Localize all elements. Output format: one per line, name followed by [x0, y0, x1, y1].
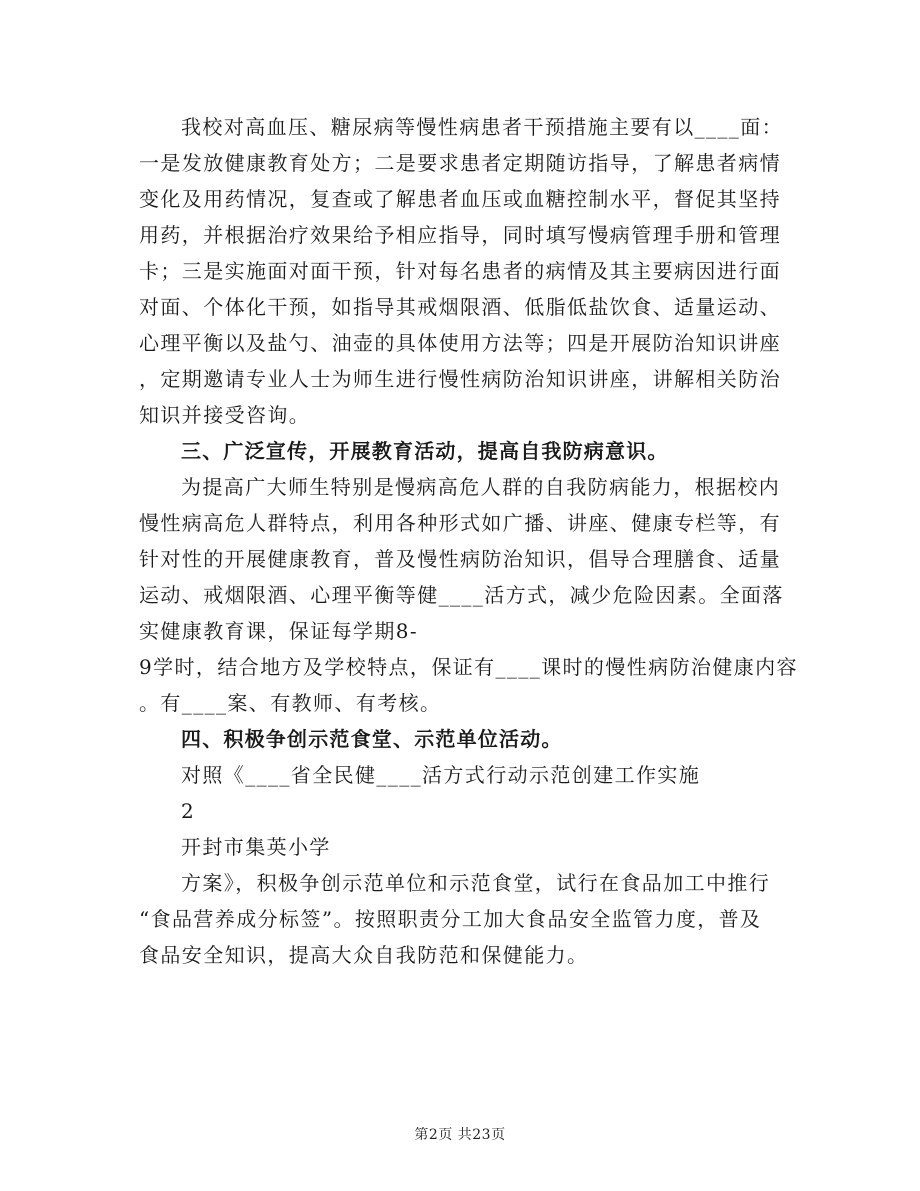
page-marker: 2 — [181, 799, 196, 823]
paragraph-line: 一是发放健康教育处方；二是要求患者定期随访指导，了解患者病情 — [139, 151, 781, 175]
paragraph-line: 针对性的开展健康教育，普及慢性病防治知识，倡导合理膳食、适量 — [139, 547, 781, 571]
page-footer: 第2页 共23页 — [414, 1127, 506, 1143]
paragraph-line: 方案》，积极争创示范单位和示范食堂，试行在食品加工中推行 — [181, 871, 771, 895]
paragraph-line: 卡；三是实施面对面干预，针对每名患者的病情及其主要病因进行面 — [139, 259, 781, 283]
paragraph-line: 为提高广大师生特别是慢病高危人群的自我防病能力，根据校内 — [181, 475, 781, 499]
paragraph-line: 知识并接受咨询。 — [139, 403, 311, 427]
paragraph-line: 变化及用药情况，复查或了解患者血压或血糖控制水平，督促其坚持 — [139, 187, 781, 211]
paragraph-line: 实健康教育课，保证每学期8- — [139, 619, 419, 643]
paragraph-line: 对面、个体化干预，如指导其戒烟限酒、低脂低盐饮食、适量运动、 — [139, 295, 781, 319]
paragraph-line: 我校对高血压、糖尿病等慢性病患者干预措施主要有以____面： — [181, 115, 783, 139]
paragraph-line: 用药，并根据治疗效果给予相应指导，同时填写慢病管理手册和管理 — [139, 223, 781, 247]
paragraph-line: “食品营养成分标签”。按照职责分工加大食品安全监管力度，普及 — [139, 907, 762, 931]
paragraph-line: 食品安全知识，提高大众自我防范和保健能力。 — [139, 943, 589, 967]
paragraph-line: 慢性病高危人群特点，利用各种形式如广播、讲座、健康专栏等，有 — [139, 511, 781, 535]
section-heading-4: 四、积极争创示范食堂、示范单位活动。 — [181, 727, 563, 751]
paragraph-line: ，定期邀请专业人士为师生进行慢性病防治知识讲座，讲解相关防治 — [139, 367, 781, 391]
school-name: 开封市集英小学 — [181, 835, 331, 859]
paragraph-line: 9学时，结合地方及学校特点，保证有____课时的慢性病防治健康内容 — [139, 655, 798, 679]
paragraph-line: 对照《____省全民健____活方式行动示范创建工作实施 — [181, 763, 701, 787]
paragraph-line: 运动、戒烟限酒、心理平衡等健____活方式，减少危险因素。全面落 — [139, 583, 784, 607]
section-heading-3: 三、广泛宣传，开展教育活动，提高自我防病意识。 — [181, 439, 669, 463]
paragraph-line: 。有____案、有教师、有考核。 — [139, 691, 442, 715]
paragraph-line: 心理平衡以及盐勺、油壶的具体使用方法等；四是开展防治知识讲座 — [139, 331, 781, 355]
